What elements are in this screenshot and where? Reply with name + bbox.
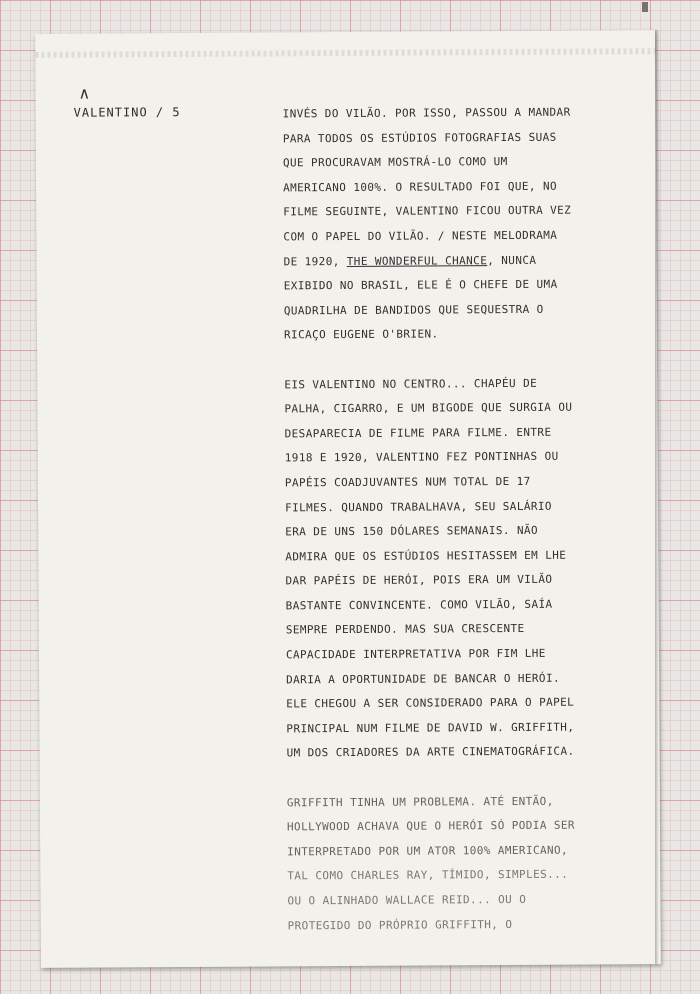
text-line: UM DOS CRIADORES DA ARTE CINEMATOGRÁFICA.	[286, 745, 575, 760]
film-title: THE WONDERFUL CHANCE	[346, 253, 488, 268]
text-line: PARA TODOS OS ESTÚDIOS FOTOGRAFIAS SUAS	[282, 130, 557, 145]
handwritten-mark: ∧	[78, 83, 91, 103]
text-line: DARIA A OPORTUNIDADE DE BANCAR O HERÓI.	[286, 671, 561, 687]
text-line: INTERPRETADO POR UM ATOR 100% AMERICANO,	[287, 843, 569, 859]
page-header: VALENTINO / 5	[73, 105, 181, 120]
text-line: TAL COMO CHARLES RAY, TÍMIDO, SIMPLES...	[287, 868, 569, 883]
text-line: QUADRILHA DE BANDIDOS QUE SEQUESTRA O	[283, 302, 544, 318]
text-line: COM O PAPEL DO VILÃO. / NESTE MELODRAMA	[283, 228, 558, 244]
text-line: QUE PROCURAVAM MOSTRÁ-LO COMO UM	[282, 155, 508, 170]
body-text	[283, 100, 658, 938]
text-line: FILMES. QUANDO TRABALHAVA, SEU SALÁRIO	[285, 499, 552, 514]
sheet-edge-shadow	[655, 30, 659, 964]
perforated-top-edge	[35, 48, 655, 58]
text-line: PALHA, CIGARRO, E UM BIGODE QUE SURGIA OU	[284, 400, 573, 416]
typewritten-page	[35, 30, 661, 968]
text-line: EXIBIDO NO BRASIL, ELE É O CHEFE DE UMA	[283, 277, 558, 293]
text-line: BASTANTE CONVINCENTE. COMO VILÃO, SAÍA	[285, 597, 553, 613]
paragraph-3	[287, 789, 658, 939]
text-line: ADMIRA QUE OS ESTÚDIOS HESITASSEM EM LHE	[285, 548, 567, 564]
text-line: DAR PAPÉIS DE HERÓI, POIS ERA UM VILÃO	[285, 573, 553, 588]
text-line: ELE CHEGOU A SER CONSIDERADO PARA O PAPEL	[286, 695, 575, 711]
text-line: AMERICANO 100%. O RESULTADO FOI QUE, NO	[283, 179, 558, 195]
text-line-with-title: DE 1920, THE WONDERFUL CHANCE, NUNCA	[283, 253, 537, 268]
text-line: DESAPARECIA DE FILME PARA FILME. ENTRE	[284, 425, 552, 441]
text-line: 1918 E 1920, VALENTINO FEZ PONTINHAS OU	[284, 450, 559, 465]
corner-mark	[642, 2, 648, 12]
paragraph-2	[284, 371, 656, 767]
text-line: PAPÉIS COADJUVANTES NUM TOTAL DE 17	[284, 474, 531, 490]
text-line: ERA DE UNS 150 DÓLARES SEMANAIS. NÃO	[285, 523, 539, 539]
paragraph-1	[283, 100, 654, 348]
text-line: OU O ALINHADO WALLACE REID... OU O	[287, 892, 527, 908]
text-line: EIS VALENTINO NO CENTRO... CHAPÉU DE	[284, 376, 538, 391]
text-line: CAPACIDADE INTERPRETATIVA POR FIM LHE	[285, 646, 546, 662]
text-line: SEMPRE PERDENDO. MAS SUA CRESCENTE	[285, 622, 525, 637]
text-line: INVÉS DO VILÃO. POR ISSO, PASSOU A MANDAR	[282, 105, 571, 121]
text-line: HOLLYWOOD ACHAVA QUE O HERÓI SÓ PODIA SER	[286, 818, 575, 834]
text-line: GRIFFITH TINHA UM PROBLEMA. ATÉ ENTÃO,	[286, 794, 554, 810]
paragraph-gap	[284, 346, 654, 373]
text-line: PRINCIPAL NUM FILME DE DAVID W. GRIFFITH,	[286, 720, 575, 736]
paragraph-gap	[287, 764, 657, 791]
text-line: RICAÇO EUGENE O'BRIEN.	[283, 327, 439, 342]
text-line: FILME SEGUINTE, VALENTINO FICOU OUTRA VEZ	[283, 204, 572, 219]
text-line: PROTEGIDO DO PRÓPRIO GRIFFITH, O	[287, 917, 513, 932]
